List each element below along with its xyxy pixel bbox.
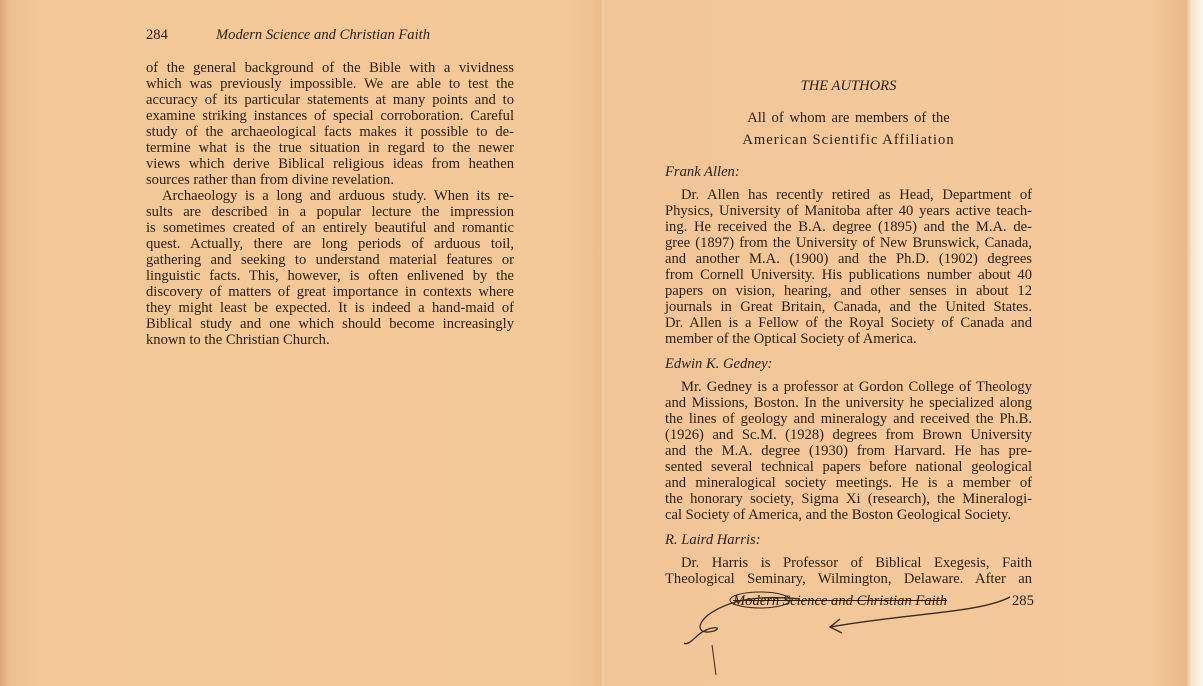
text-line: accuracy of its particular statements at many points and to: [146, 92, 514, 108]
author-bio-line: sented several technical papers before national geological: [665, 459, 1032, 475]
author-name: Frank Allen:: [665, 164, 740, 180]
author-bio-line: ing. He received the B.A. degree (1895) and the M.A. de-: [665, 219, 1032, 235]
text-line: views which derive Biblical religious ideas from heathen: [146, 156, 514, 172]
author-bio-line: Physics, University of Manitoba after 40 years active teach-: [665, 203, 1032, 219]
authors-heading: THE AUTHORS: [800, 78, 897, 94]
author-name: Edwin K. Gedney:: [665, 356, 773, 372]
author-bio-line: Dr. Allen is a Fellow of the Royal Society of Canada and: [665, 315, 1032, 331]
author-bio-line: gree (1897) from the University of New Brunswick, Canada,: [665, 235, 1032, 251]
left-page-body: [146, 60, 514, 348]
author-bio-line: journals in Great Britain, Canada, and the United States.: [665, 299, 1032, 315]
text-line: study of the archaeological facts makes it possible to de-: [146, 124, 514, 140]
text-line: linguistic facts. This, however, is often enlivened by the: [146, 268, 514, 284]
text-line: sults are described in a popular lecture the impression: [146, 204, 514, 220]
author-bio-line: and another M.A. (1900) and the Ph.D. (1902) degrees: [665, 251, 1032, 267]
text-line: they might least be expected. It is indeed a hand-maid of: [146, 300, 514, 316]
page-number-left: 284: [146, 27, 168, 43]
page-fold: [600, 0, 606, 686]
page-number-right: 285: [1012, 593, 1034, 609]
text-line: quest. Actually, there are long periods of arduous toil,: [146, 236, 514, 252]
left-page-header: [146, 27, 431, 44]
author-bio-line: Dr. Allen has recently retired as Head, Department of: [681, 187, 1032, 203]
text-line: gathering and seeking to understand material features or: [146, 252, 514, 268]
text-line: Biblical study and one which should become increasingly: [146, 316, 514, 332]
running-title-right: Modern Science and Christian Faith: [733, 593, 948, 609]
text-line: Archaeology is a long and arduous study. When its re-: [162, 188, 514, 204]
author-bio-line: Theological Seminary, Wilmington, Delaware. After an: [665, 571, 1032, 587]
author-bio-line: (1926) and Sc.M. (1928) degrees from Brown University: [665, 427, 1032, 443]
text-line: termine what is the true situation in regard to the newer: [146, 140, 514, 156]
author-bio-line: member of the Optical Society of America.: [665, 331, 917, 347]
handwritten-arrow-mark: [680, 585, 1040, 675]
author-name: R. Laird Harris:: [665, 532, 761, 548]
author-bio-line: the lines of geology and mineralogy and received the Ph.B.: [665, 411, 1032, 427]
author-bio-line: Dr. Harris is Professor of Biblical Exegesis, Faith: [681, 555, 1032, 571]
text-line: examine striking instances of special corroboration. Careful: [146, 108, 514, 124]
author-bio-line: and the M.A. degree (1930) from Harvard. He has pre-: [665, 443, 1032, 459]
author-bio-line: and mineralogical society meetings. He is a member of: [665, 475, 1032, 491]
text-line: which was previously impossible. We are able to test the: [146, 76, 514, 92]
text-line: of the general background of the Bible with a vividness: [146, 60, 514, 76]
authors-subheading-2: American Scientific Affiliation: [742, 132, 955, 148]
author-bio-line: Mr. Gedney is a professor at Gordon College of Theology: [681, 379, 1032, 395]
author-bio-line: papers on vision, hearing, and other senses in about 12: [665, 283, 1032, 299]
author-bio-line: cal Society of America, and the Boston Geological Society.: [665, 507, 1011, 523]
right-page-body: [665, 164, 1032, 587]
running-title-left: Modern Science and Christian Faith: [216, 27, 431, 43]
text-line: sources rather than from divine revelation.: [146, 172, 395, 188]
text-line: known to the Christian Church.: [146, 332, 330, 348]
author-bio-line: and Missions, Boston. In the university he specialized along: [665, 395, 1032, 411]
text-line: is sometimes created of an entirely beautiful and romantic: [146, 220, 514, 236]
authors-subheading-1: All of whom are members of the: [747, 110, 950, 126]
text-line: discovery of matters of great importance in contexts where: [146, 284, 514, 300]
author-bio-line: from Cornell University. His publications number about 40: [665, 267, 1032, 283]
author-bio-line: the honorary society, Sigma Xi (research), the Mineralogi-: [665, 491, 1032, 507]
